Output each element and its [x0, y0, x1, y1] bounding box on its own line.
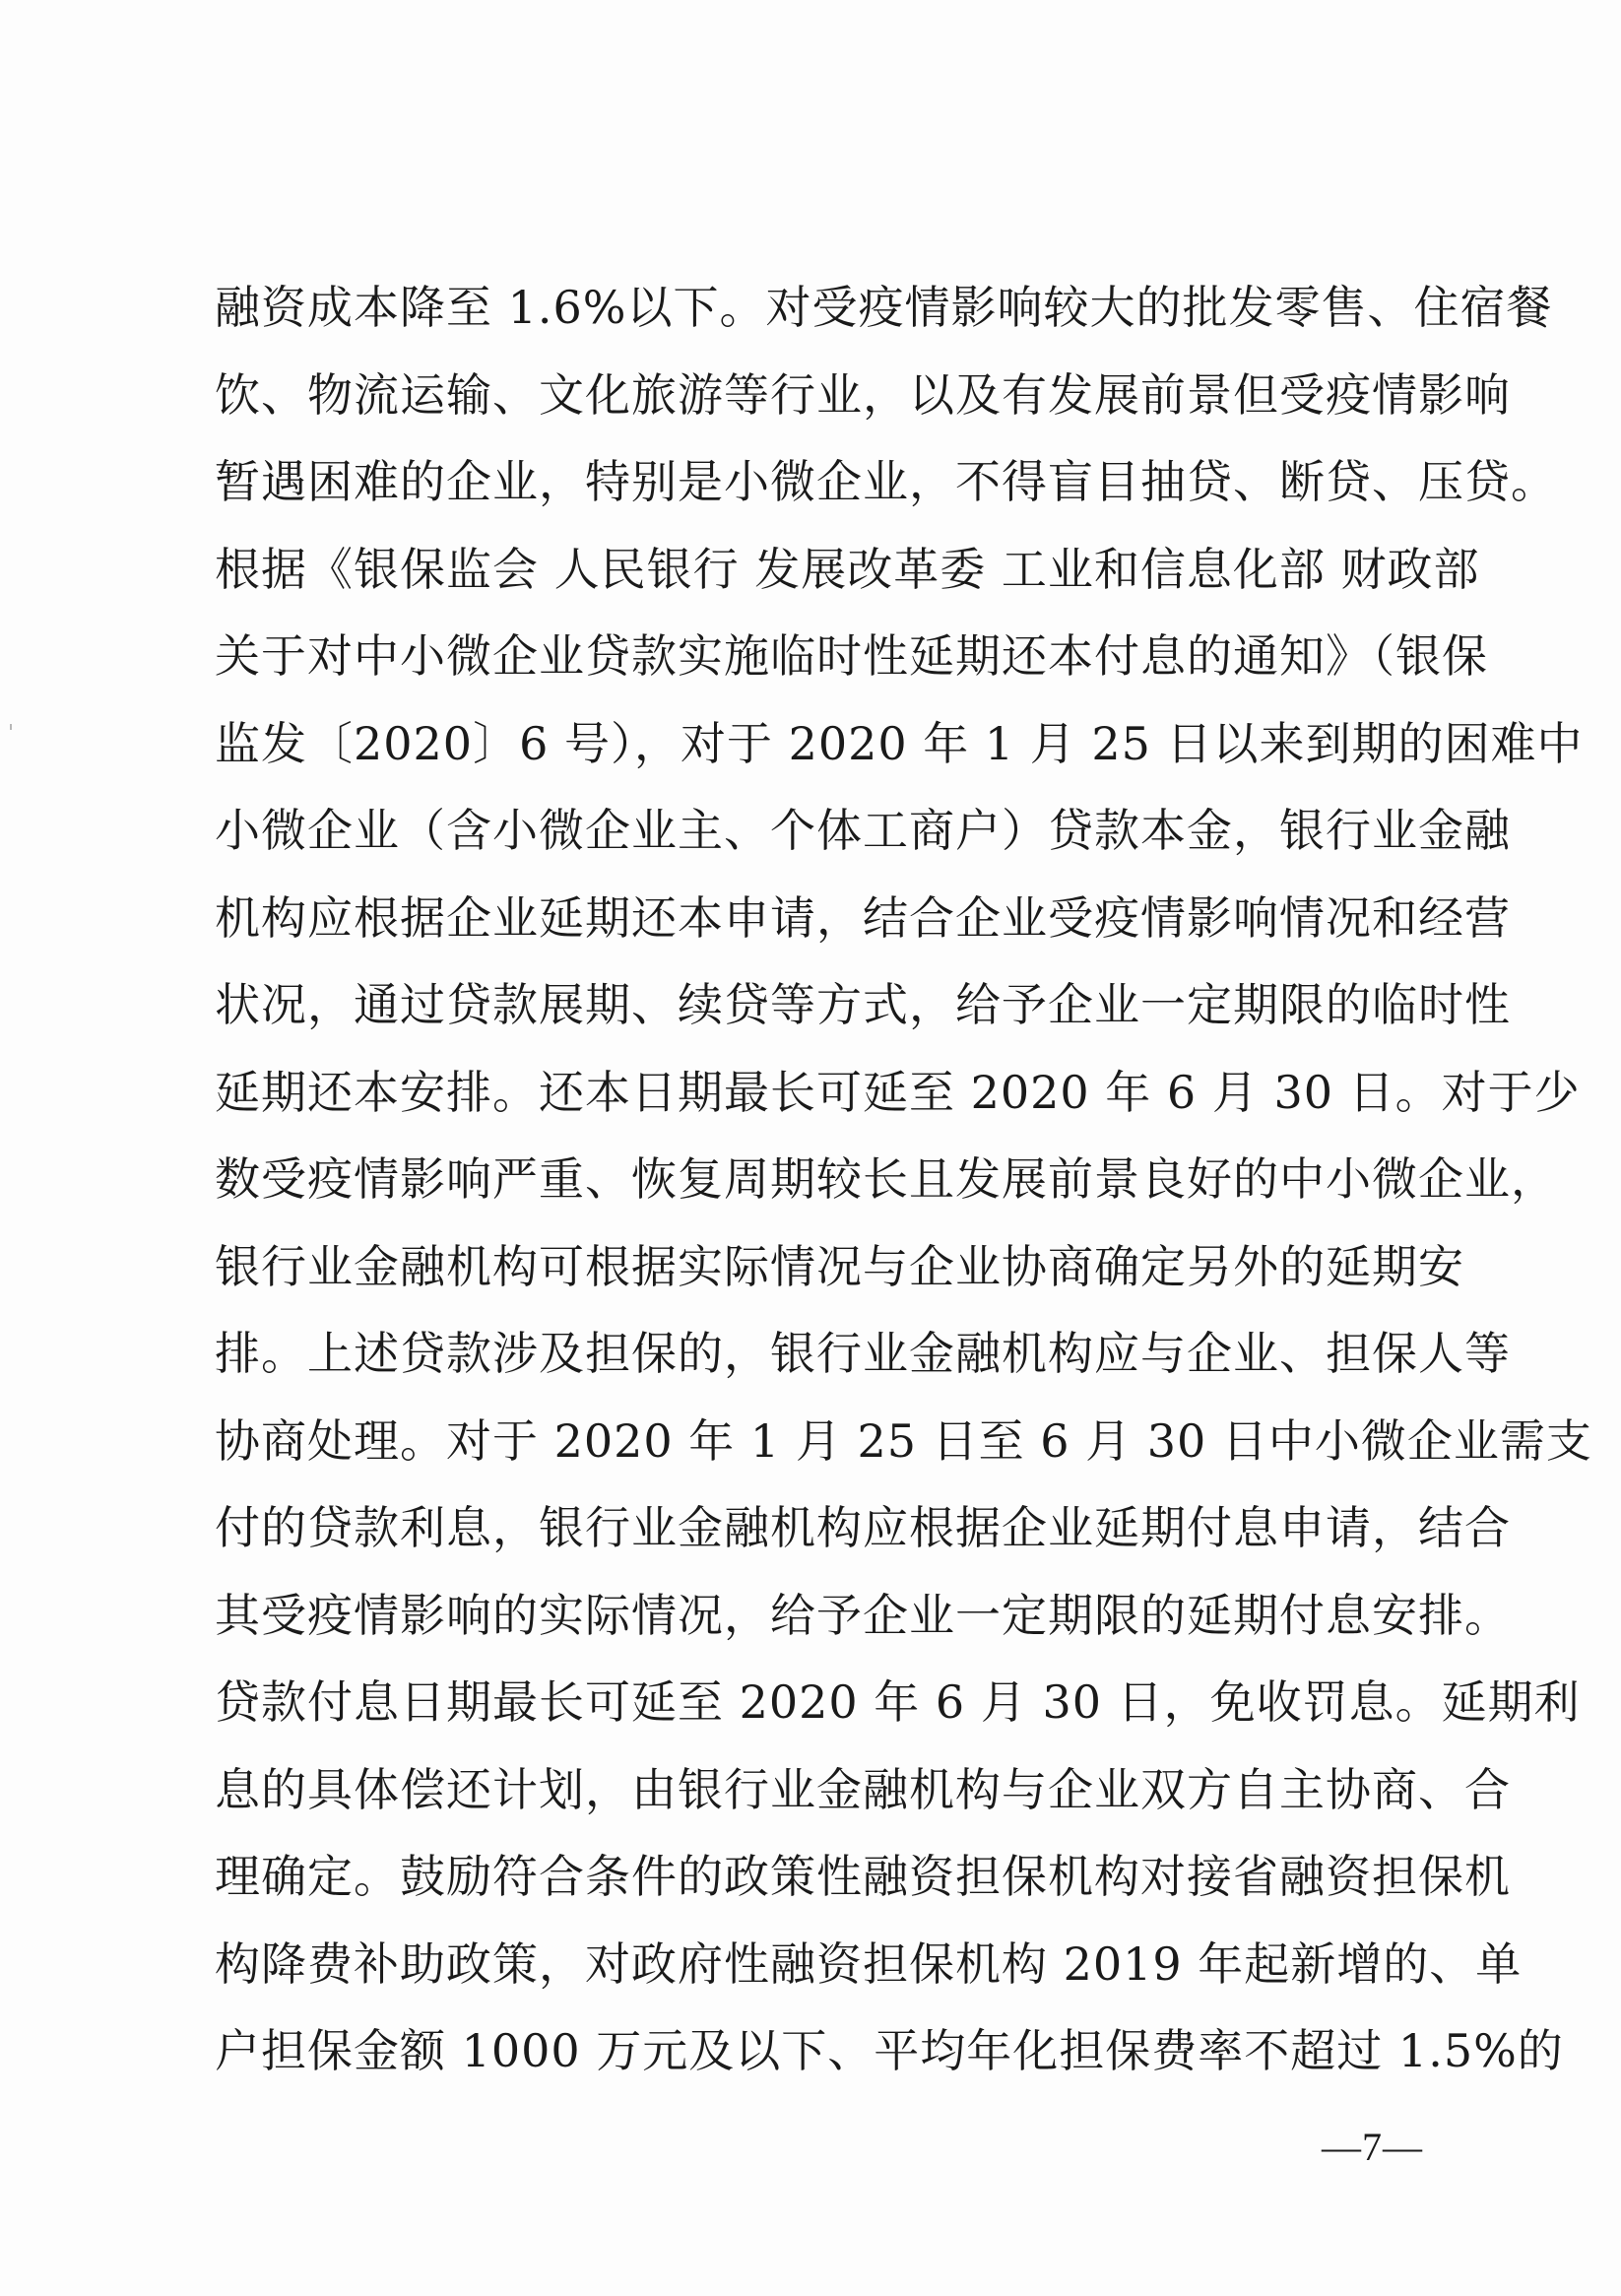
text-line: 根据《银保监会 人民银行 发展改革委 工业和信息化部 财政部 — [215, 542, 1480, 596]
text-line: 付的贷款利息，银行业金融机构应根据企业延期付息申请，结合 — [215, 1501, 1511, 1554]
text-line: 排。上述贷款涉及担保的，银行业金融机构应与企业、担保人等 — [215, 1327, 1511, 1380]
scan-edge-mark — [10, 724, 12, 730]
text-line: 饮、物流运输、文化旅游等行业，以及有发展前景但受疫情影响 — [215, 367, 1511, 422]
text-line: 协商处理。对于 2020 年 1 月 25 日至 6 月 30 日中小微企业需支 — [215, 1413, 1592, 1468]
text-line: 机构应根据企业延期还本申请，结合企业受疫情影响情况和经营 — [215, 890, 1511, 945]
text-line: 其受疫情影响的实际情况，给予企业一定期限的延期付息安排。 — [215, 1588, 1511, 1642]
page-number: —7— — [1322, 2125, 1423, 2169]
text-line: 延期还本安排。还本日期最长可延至 2020 年 6 月 30 日。对于少 — [215, 1065, 1581, 1119]
text-line: 构降费补助政策，对政府性融资担保机构 2019 年起新增的、单 — [215, 1936, 1523, 1991]
text-line: 息的具体偿还计划，由银行业金融机构与企业双方自主协商、合 — [215, 1762, 1511, 1816]
text-line: 关于对中小微企业贷款实施临时性延期还本付息的通知》（银保 — [215, 629, 1488, 683]
text-line: 数受疫情影响严重、恢复周期较长且发展前景良好的中小微企业， — [215, 1152, 1557, 1206]
text-line: 户担保金额 1000 万元及以下、平均年化担保费率不超过 1.5%的 — [215, 2024, 1564, 2077]
text-line: 状况，通过贷款展期、续贷等方式，给予企业一定期限的临时性 — [215, 978, 1511, 1031]
text-line: 银行业金融机构可根据实际情况与企业协商确定另外的延期安 — [215, 1239, 1464, 1293]
text-line: 贷款付息日期最长可延至 2020 年 6 月 30 日，免收罚息。延期利 — [215, 1675, 1581, 1729]
body-text — [215, 264, 1592, 2095]
text-line: 理确定。鼓励符合条件的政策性融资担保机构对接省融资担保机 — [215, 1850, 1511, 1903]
text-line: 监发〔2020〕6 号），对于 2020 年 1 月 25 日以来到期的困难中 — [215, 716, 1584, 770]
text-line: 融资成本降至 1.6%以下。对受疫情影响较大的批发零售、住宿餐 — [215, 281, 1553, 334]
text-line: 暂遇困难的企业，特别是小微企业，不得盲目抽贷、断贷、压贷。 — [215, 455, 1557, 508]
text-line: 小微企业（含小微企业主、个体工商户）贷款本金，银行业金融 — [215, 804, 1511, 857]
